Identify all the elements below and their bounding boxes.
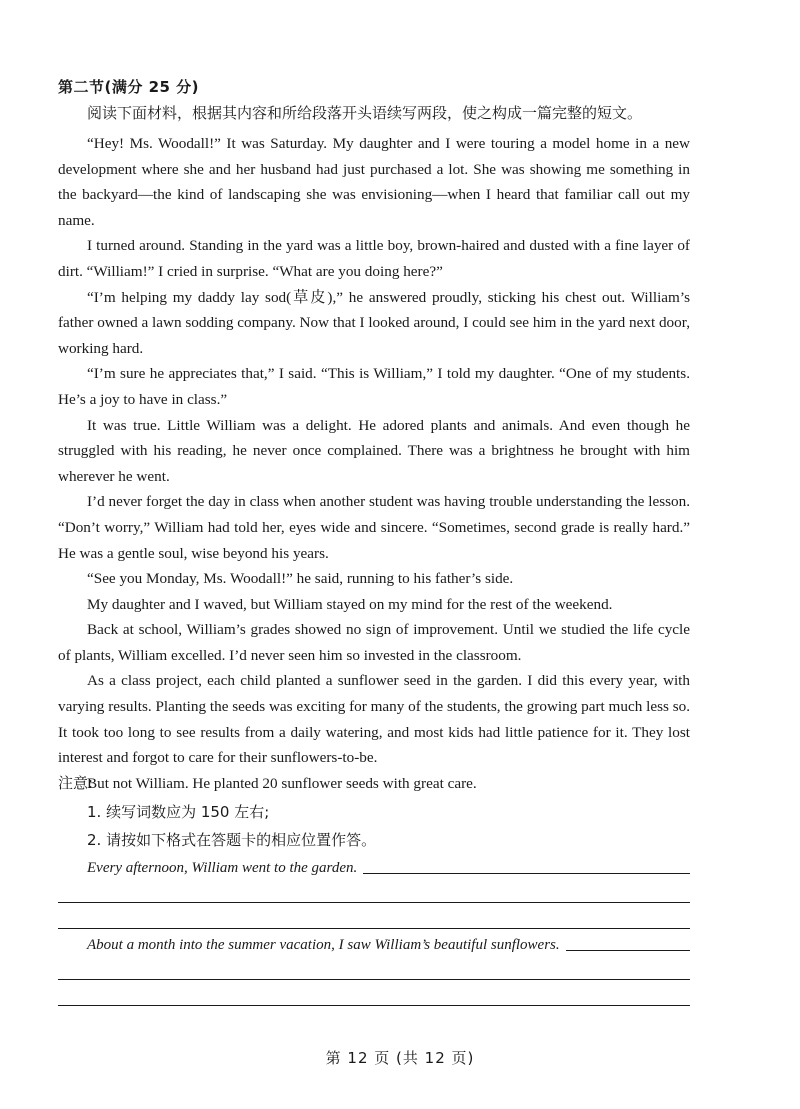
passage-paragraph: As a class project, each child planted a sunflower seed in the garden. I did this every year, with varying results. Planting the seeds was exciting for many of the students, the growing part much less so. It took too long to see results from a daily watering, and most kids had little patience for it. They lost interest and forgot to care for their sunflowers-to-be. [58, 672, 690, 767]
passage-paragraph: Back at school, William’s grades showed no sign of improvement. Until we studied the life cycle of plants, William excelled. I’d never seen him so invested in the classroom. [58, 621, 690, 664]
passage-paragraph: My daughter and I waved, but William stayed on my mind for the rest of the weekend. [87, 595, 613, 613]
passage-paragraph: “I’m helping my daddy lay sod(草皮),” he answered proudly, sticking his chest out. William’s father owned a lawn sodding company. Now that I looked around, I could see him in the yard next door, working hard. [58, 288, 690, 357]
answer-blank-1[interactable] [363, 873, 690, 874]
answer-line[interactable] [58, 1005, 690, 1006]
passage-paragraph: I turned around. Standing in the yard was a little boy, brown-haired and dusted with a fine layer of dirt. “William!” I cried in surprise. “What are you doing here?” [58, 237, 690, 280]
continuation-prompt-1 [87, 860, 690, 877]
note-answer-format: 2. 请按如下格式在答题卡的相应位置作答。 [87, 831, 377, 849]
note-word-count: 1. 续写词数应为 150 左右; [87, 803, 270, 821]
answer-line[interactable] [58, 902, 690, 903]
passage-paragraph: But not William. He planted 20 sunflower seeds with great care. [87, 774, 477, 792]
answer-line[interactable] [58, 928, 690, 929]
answer-blank-2[interactable] [566, 950, 690, 951]
passage-paragraph: “See you Monday, Ms. Woodall!” he said, running to his father’s side. [87, 570, 514, 588]
answer-line[interactable] [58, 979, 690, 980]
page-number: 第 12 页 (共 12 页) [325, 1049, 475, 1067]
passage-paragraph: It was true. Little William was a delight. He adored plants and animals. And even though he struggled with his reading, he never once complained. There was a brightness he brought with him wherever he went. [58, 416, 690, 485]
notes-label: 注意: [58, 774, 94, 792]
continuation-prompt-2 [87, 937, 690, 954]
passage-paragraph: “Hey! Ms. Woodall!” It was Saturday. My daughter and I were touring a model home in a new development where she and her husband had just purchased a lot. She was showing me something in the backyard—the kind of landscaping she was envisioning—when I heard that familiar call out my name. [58, 135, 690, 229]
prompt-2-text: About a month into the summer vacation, I saw William’s beautiful sunflowers. [87, 937, 560, 953]
section-title: 第二节(满分 25 分) [58, 78, 200, 96]
reading-passage [58, 131, 690, 796]
prompt-1-text: Every afternoon, William went to the garden. [87, 860, 358, 876]
passage-paragraph: “I’m sure he appreciates that,” I said. “This is William,” I told my daughter. “One of my students. He’s a joy to have in class.” [58, 365, 690, 408]
section-instruction: 阅读下面材料，根据其内容和所给段落开头语续写两段，使之构成一篇完整的短文。 [87, 104, 643, 122]
passage-paragraph: I’d never forget the day in class when another student was having trouble understanding the lesson. “Don’t worry,” William had told her, eyes wide and sincere. “Sometimes, second grade is really hard.” He was a gentle soul, wise beyond his years. [58, 493, 690, 562]
